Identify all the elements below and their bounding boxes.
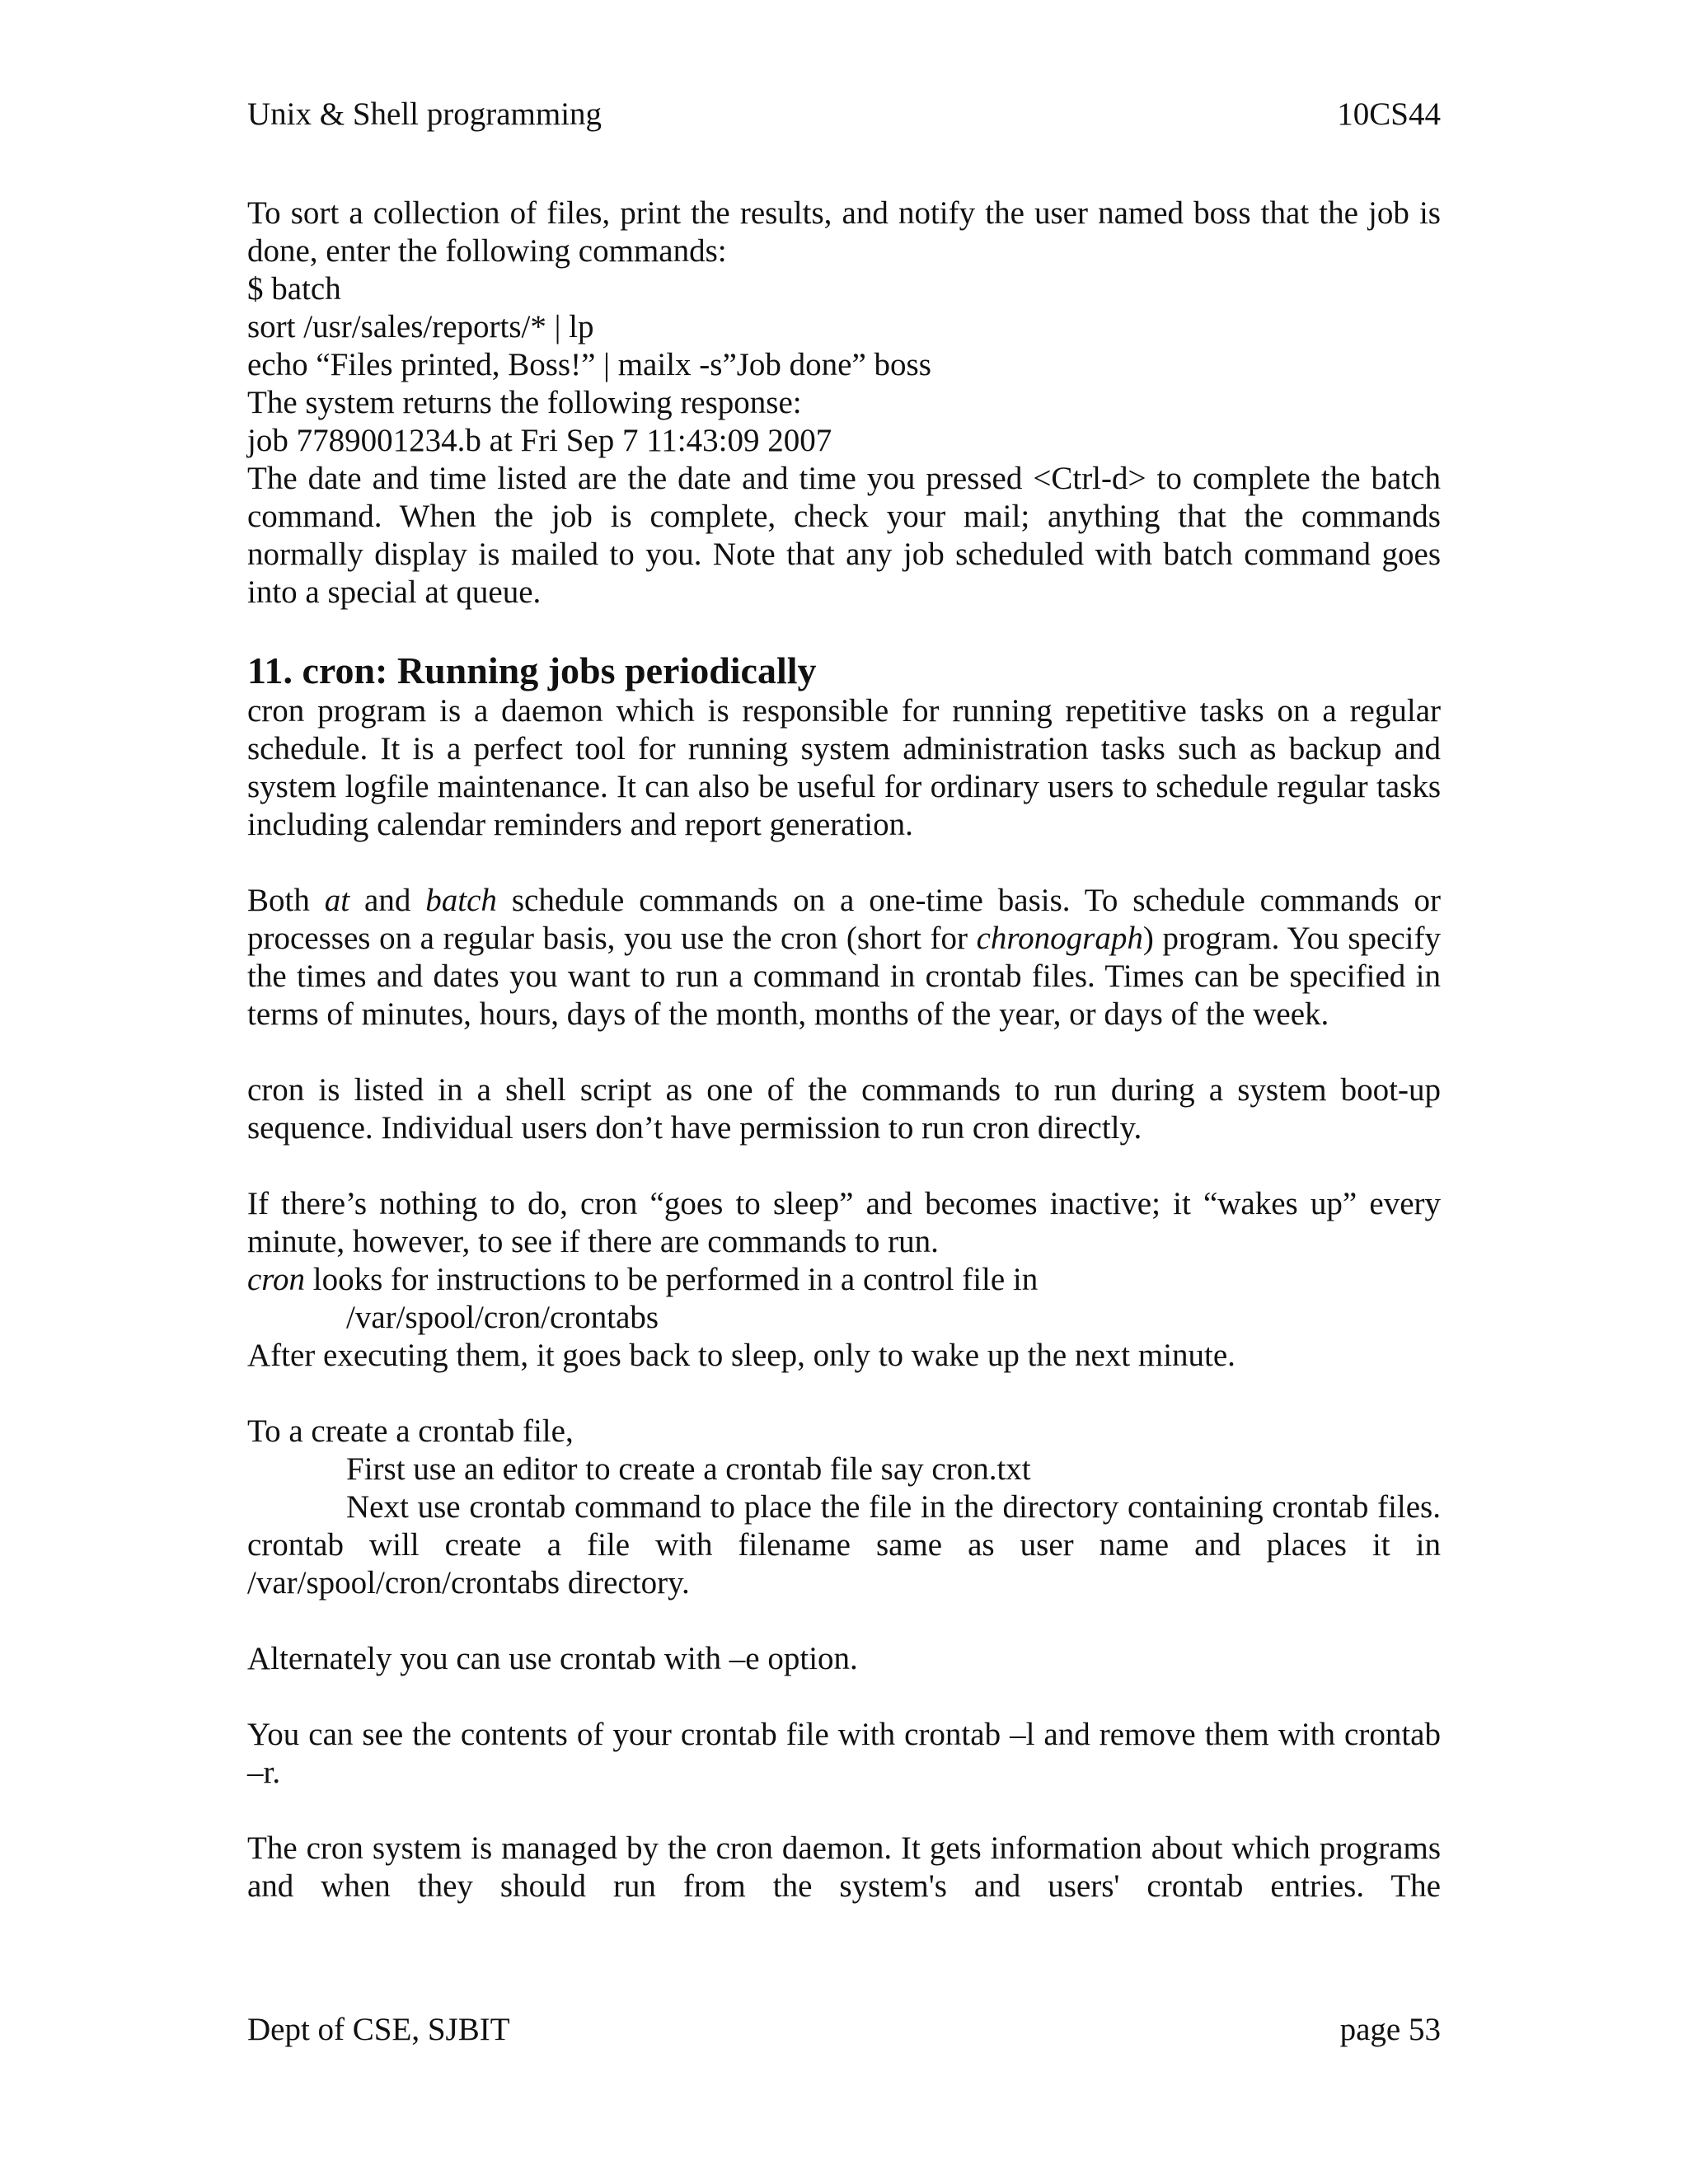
batch-description-paragraph: The date and time listed are the date and time you pressed <Ctrl-d> to complete the batch command. When the job is complete, check your mail; anything that the commands normally display is mailed to you. Note that any job scheduled with batch command goes into a special at queue. xyxy=(247,461,1441,610)
command-line: $ batch xyxy=(247,271,341,307)
command-line: echo “Files printed, Boss!” | mailx -s”Job done” boss xyxy=(247,347,931,382)
control-file-line: cron looks for instructions to be performed in a control file in xyxy=(247,1262,1039,1297)
page-body xyxy=(247,194,1441,1905)
at-batch-paragraph: Both at and batch schedule commands on a one-time basis. To schedule commands or processes on a regular basis, you use the cron (short for chronograph) program. You specify the times and dates you want to run a command in crontab files. Times can be specified in terms of minutes, hours, days of the month, months of the year, or days of the week. xyxy=(247,883,1441,1032)
header-course-title: Unix & Shell programming xyxy=(247,96,603,132)
crontabs-path: /var/spool/cron/crontabs xyxy=(346,1300,659,1335)
create-step-2: Next use crontab command to place the file in the directory containing crontab files. crontab will create a file with filename same as user name and places it in /var/spool/cron/crontabs directory. xyxy=(247,1489,1441,1601)
cron-daemon-paragraph: The cron system is managed by the cron daemon. It gets information about which programs and when they should run from the system's and users' crontab entries. The xyxy=(247,1830,1441,1904)
term-chronograph: chronograph xyxy=(976,921,1143,956)
page-footer xyxy=(247,2011,1441,2049)
sleep-paragraph: If there’s nothing to do, cron “goes to sleep” and becomes inactive; it “wakes up” every minute, however, to see if there are commands to run. xyxy=(247,1186,1441,1259)
section-heading: 11. cron: Running jobs periodically xyxy=(247,649,817,691)
create-step-1: First use an editor to create a crontab file say cron.txt xyxy=(346,1451,1031,1487)
create-crontab-line: To a create a crontab file, xyxy=(247,1413,574,1449)
response-label: The system returns the following response: xyxy=(247,385,802,420)
command-line: sort /usr/sales/reports/* | lp xyxy=(247,309,594,344)
footer-department: Dept of CSE, SJBIT xyxy=(247,2012,510,2047)
term-batch: batch xyxy=(425,883,497,918)
term-at: at xyxy=(324,883,350,918)
term-cron: cron xyxy=(247,1262,306,1297)
footer-page-number: page 53 xyxy=(1339,2012,1441,2047)
boot-paragraph: cron is listed in a shell script as one of the commands to run during a system boot-up sequence. Individual users don’t have permission to run cron directly. xyxy=(247,1072,1441,1146)
intro-paragraph: To sort a collection of files, print the results, and notify the user named boss that the job is done, enter the following commands: xyxy=(247,195,1441,269)
response-output: job 7789001234.b at Fri Sep 7 11:43:09 2007 xyxy=(247,423,832,458)
page-header xyxy=(247,96,1441,134)
after-executing-line: After executing them, it goes back to sleep, only to wake up the next minute. xyxy=(247,1338,1236,1373)
header-course-code: 10CS44 xyxy=(1337,96,1441,132)
cron-intro-paragraph: cron program is a daemon which is responsible for running repetitive tasks on a regular schedule. It is a perfect tool for running system administration tasks such as backup and system logfile maintenance. It can also be useful for ordinary users to schedule regular tasks including calendar reminders and report generation. xyxy=(247,693,1441,842)
view-remove-paragraph: You can see the contents of your crontab file with crontab –l and remove them with crontab –r. xyxy=(247,1717,1441,1790)
alternate-option-line: Alternately you can use crontab with –e option. xyxy=(247,1641,858,1676)
